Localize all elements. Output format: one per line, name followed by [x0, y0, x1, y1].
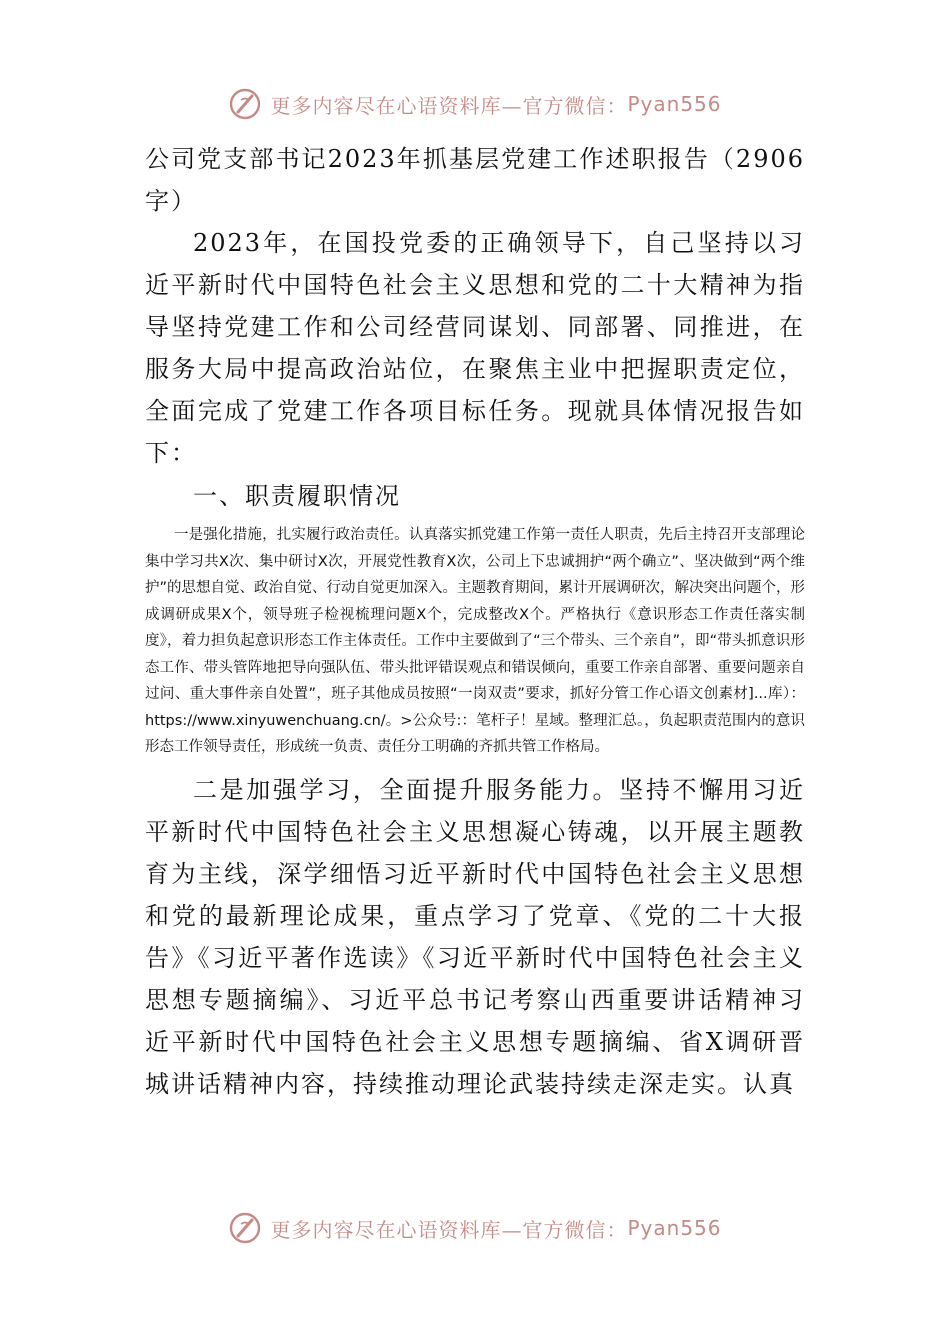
intro-paragraph: 2023年，在国投党委的正确领导下，自己坚持以习近平新时代中国特色社会主义思想和党的二十大精神为指导坚持党建工作和公司经营同谋划、同部署、同推进，在服务大局中提高政治站位，在聚焦主业中把握职责定位，全面完成了党建工作各项目标任务。现就具体情况报告如下：: [145, 229, 805, 467]
section-heading: 一、职责履职情况: [193, 482, 401, 510]
pen-logo-icon: [228, 1211, 262, 1245]
paragraph-study: 二是加强学习，全面提升服务能力。坚持不懈用习近平新时代中国特色社会主义思想凝心铸魂，以开展主题教育为主线，深学细悟习近平新时代中国特色社会主义思想和党的最新理论成果，重点学习了党章、《党的二十大报告》《习近平著作选读》《习近平新时代中国特色社会主义思想专题摘编》、习近平总书记考察山西重要讲话精神习近平新时代中国特色社会主义思想专题摘编、省X调研晋城讲话精神内容，持续推动理论武装持续走深走实。认真: [145, 775, 805, 1098]
paragraph-political-responsibility: 一是强化措施，扎实履行政治责任。认真落实抓党建工作第一责任人职责，先后主持召开支部理论集中学习共X次、集中研讨X次，开展党性教育X次，公司上下忠诚拥护“两个确立”、坚决做到“两个维护”的思想自觉、政治自觉、行动自觉更加深入。主题教育期间，累计开展调研次，解决突出问题个，形成调研成果X个，领导班子检视梳理问题X个，完成整改X个。严格执行《意识形态工作责任落实制度》，着力担负起意识形态工作主体责任。工作中主要做到了“三个带头、三个亲自”，即“带头抓意识形态工作、带头管阵地把导向强队伍、带头批评错误观点和错误倾向，重要工作亲自部署、重要问题亲自过问、重大事件亲自处置”，班子其他成员按照“一岗双责”要求，抓好分管工作心语文创素材]...库）：https://www.xinyuwenchuang.cn/。>公众号:：笔杆子！星域。整理汇总。，负起职责范围内的意识形态工作领导责任，形成统一负责、责任分工明确的齐抓共管工作格局。: [145, 527, 806, 755]
watermark-header: [0, 84, 950, 124]
watermark-text: 更多内容尽在心语资料库—官方微信：: [270, 1217, 628, 1242]
watermark-wechat: Pyan556: [627, 1216, 722, 1240]
document-body: [145, 138, 805, 1105]
watermark-footer: [0, 1208, 950, 1248]
pen-logo-icon: [228, 87, 262, 121]
watermark-text: 更多内容尽在心语资料库—官方微信：: [270, 93, 628, 118]
watermark-wechat: Pyan556: [627, 92, 722, 116]
document-title: 公司党支部书记2023年抓基层党建工作述职报告（2906字）: [145, 145, 805, 215]
